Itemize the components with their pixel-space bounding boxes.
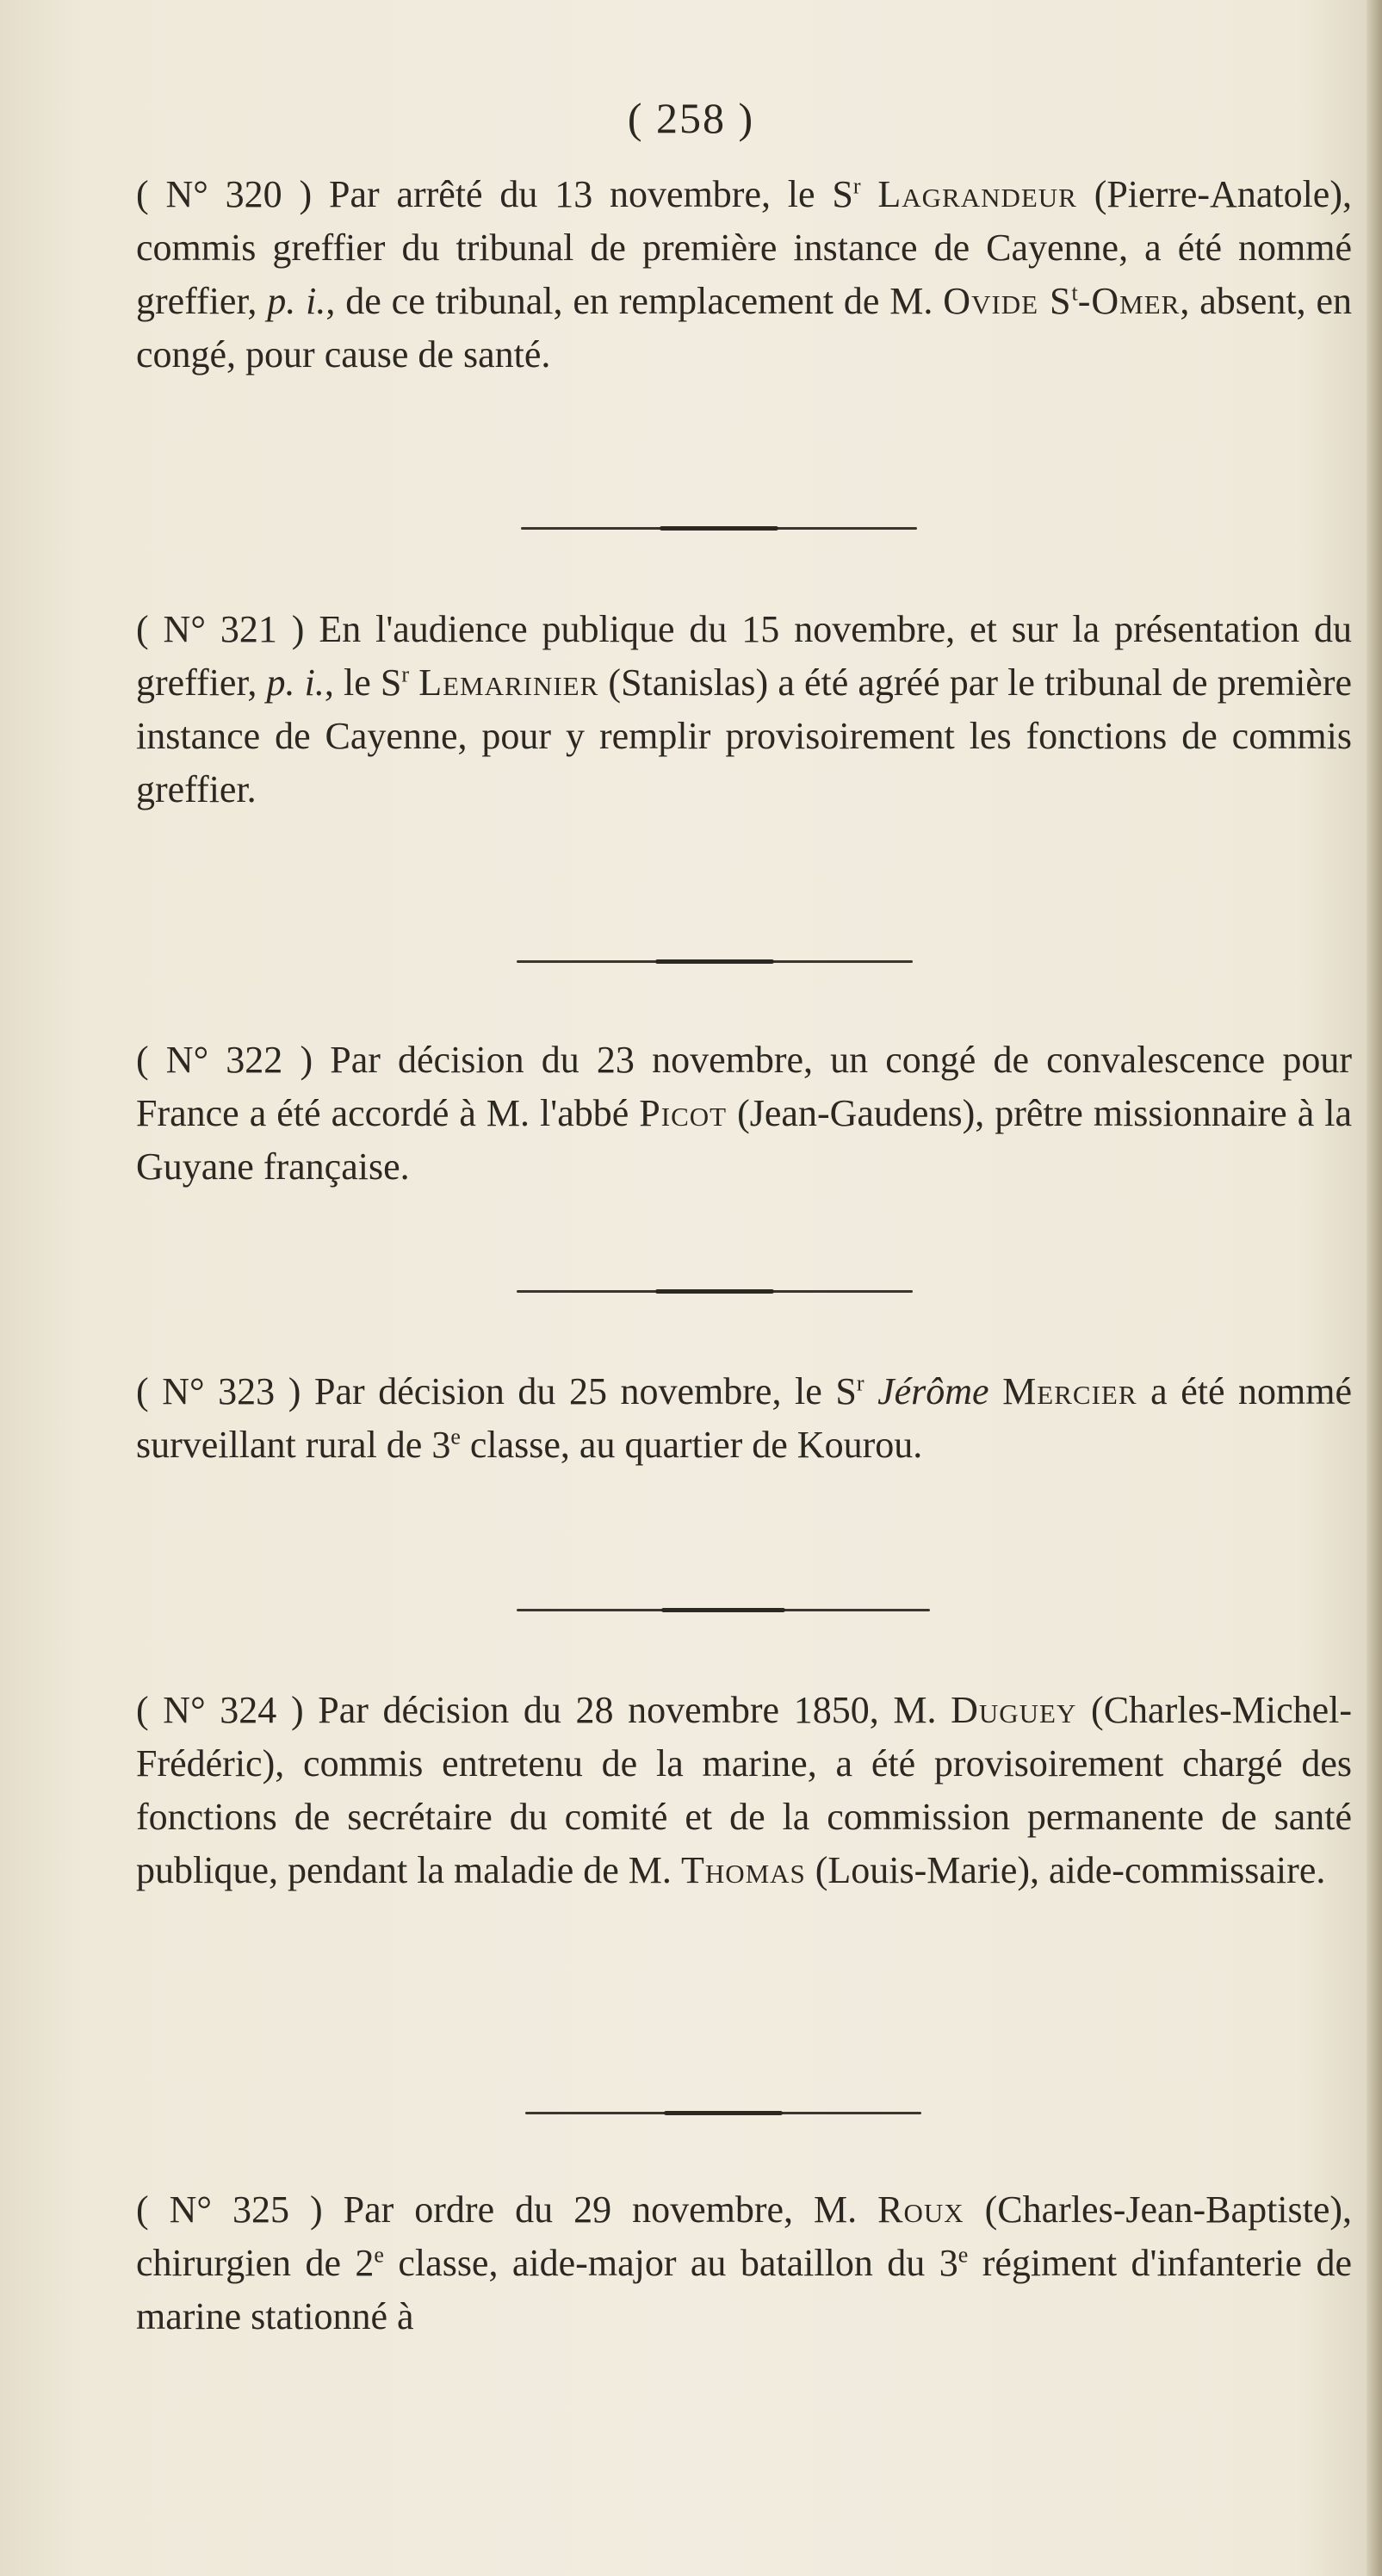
entry-text-part: Par décision du 23 novembre, un congé de convalescence pour France a été accordé à M. l'abbé: [136, 1039, 1352, 1134]
separator-rule: [525, 2112, 921, 2114]
entry-text: [95, 1365, 1352, 1472]
person-first-name: Jérôme: [877, 1370, 989, 1412]
person-name: Picot: [639, 1092, 728, 1134]
person-name: Lemarinier: [418, 661, 599, 704]
entry-text-part: , le S: [324, 661, 402, 704]
entry-text-part: En l'audience publique du 15 novembre, et sur la présentation du greffier,: [136, 608, 1353, 704]
person-name: Ovide S: [943, 280, 1072, 322]
entry-325: [95, 2183, 1352, 2343]
entry-number: ( N° 323 ): [136, 1370, 301, 1412]
entry-number: ( N° 320 ): [136, 173, 313, 215]
entry-text-part: régiment d'infanterie de marine stationné à: [136, 2242, 1352, 2337]
entry-number: ( N° 324 ): [136, 1689, 304, 1731]
entry-321: [95, 603, 1352, 816]
entry-text-part: , de ce tribunal, en remplacement de M.: [325, 280, 933, 322]
entry-text: [95, 1034, 1352, 1194]
separator-rule: [521, 527, 917, 530]
entry-text-part: (Jean-Gaudens), prêtre missionnaire à la Guyane française.: [136, 1092, 1353, 1188]
entry-text-part: Par décision du 25 novembre, le S: [313, 1370, 857, 1412]
person-name: Thomas: [680, 1849, 806, 1891]
superscript: t: [1071, 280, 1078, 306]
entry-text-part: (Charles-Michel-Frédéric), commis entretenu de la marine, a été provisoirement chargé des fonctions de secrétaire du comité et de la commission permanente de santé publique, pendant la maladie de M.: [136, 1689, 1353, 1891]
person-name: Lagrandeur: [877, 173, 1077, 215]
separator-rule: [517, 1609, 930, 1611]
entry-text-part: a été nommé surveillant rural de 3: [136, 1370, 1353, 1466]
superscript: e: [957, 2242, 969, 2268]
entry-number: ( N° 325 ): [136, 2188, 323, 2231]
person-name: -Omer: [1077, 280, 1181, 322]
entry-text-part: Par arrêté du 13 novembre, le S: [328, 173, 853, 215]
superscript: r: [852, 173, 861, 199]
entry-323: [95, 1365, 1352, 1472]
entry-text: [95, 1684, 1352, 1897]
entry-number: ( N° 321 ): [136, 608, 305, 650]
entry-text-part: Par décision du 28 novembre 1850, M.: [318, 1689, 937, 1731]
page-number: ( 258 ): [627, 94, 755, 142]
abbreviation: p. i.: [266, 661, 325, 704]
entry-text-part: (Stanislas) a été agréé par le tribunal de première instance de Cayenne, pour y remplir provisoirement les fonctions de commis greffier.: [136, 661, 1353, 810]
entry-number: ( N° 322 ): [136, 1039, 313, 1081]
separator-rule: [517, 1290, 913, 1293]
entry-text: [95, 603, 1352, 816]
entry-text-part: (Pierre-Anatole), commis greffier du tribunal de première instance de Cayenne, a été nommé greffier,: [136, 173, 1352, 322]
abbreviation: p. i.: [267, 280, 326, 322]
entry-text-part: Par ordre du 29 novembre, M.: [343, 2188, 858, 2231]
entry-text-part: , absent, en congé, pour cause de santé.: [136, 280, 1353, 376]
entry-text-part: (Charles-Jean-Baptiste), chirurgien de 2: [136, 2188, 1353, 2284]
person-name: Duguey: [951, 1689, 1077, 1731]
entry-322: [95, 1034, 1352, 1194]
entry-text: [95, 2183, 1352, 2343]
separator-rule: [517, 960, 913, 963]
superscript: r: [401, 661, 410, 687]
page-edge: [1367, 0, 1382, 2576]
entry-text-part: classe, aide-major au bataillon du 3: [398, 2242, 958, 2284]
entry-text: [95, 168, 1352, 382]
entry-320: [95, 168, 1352, 382]
superscript: r: [856, 1370, 865, 1396]
superscript: e: [450, 1424, 461, 1449]
entry-text-part: (Louis-Marie), aide-commissaire.: [815, 1849, 1326, 1891]
entry-text-part: classe, au quartier de Kourou.: [469, 1424, 923, 1466]
superscript: e: [374, 2242, 384, 2268]
person-name: Mercier: [1002, 1370, 1137, 1412]
entry-324: [95, 1684, 1352, 1897]
person-name: Roux: [877, 2188, 964, 2231]
